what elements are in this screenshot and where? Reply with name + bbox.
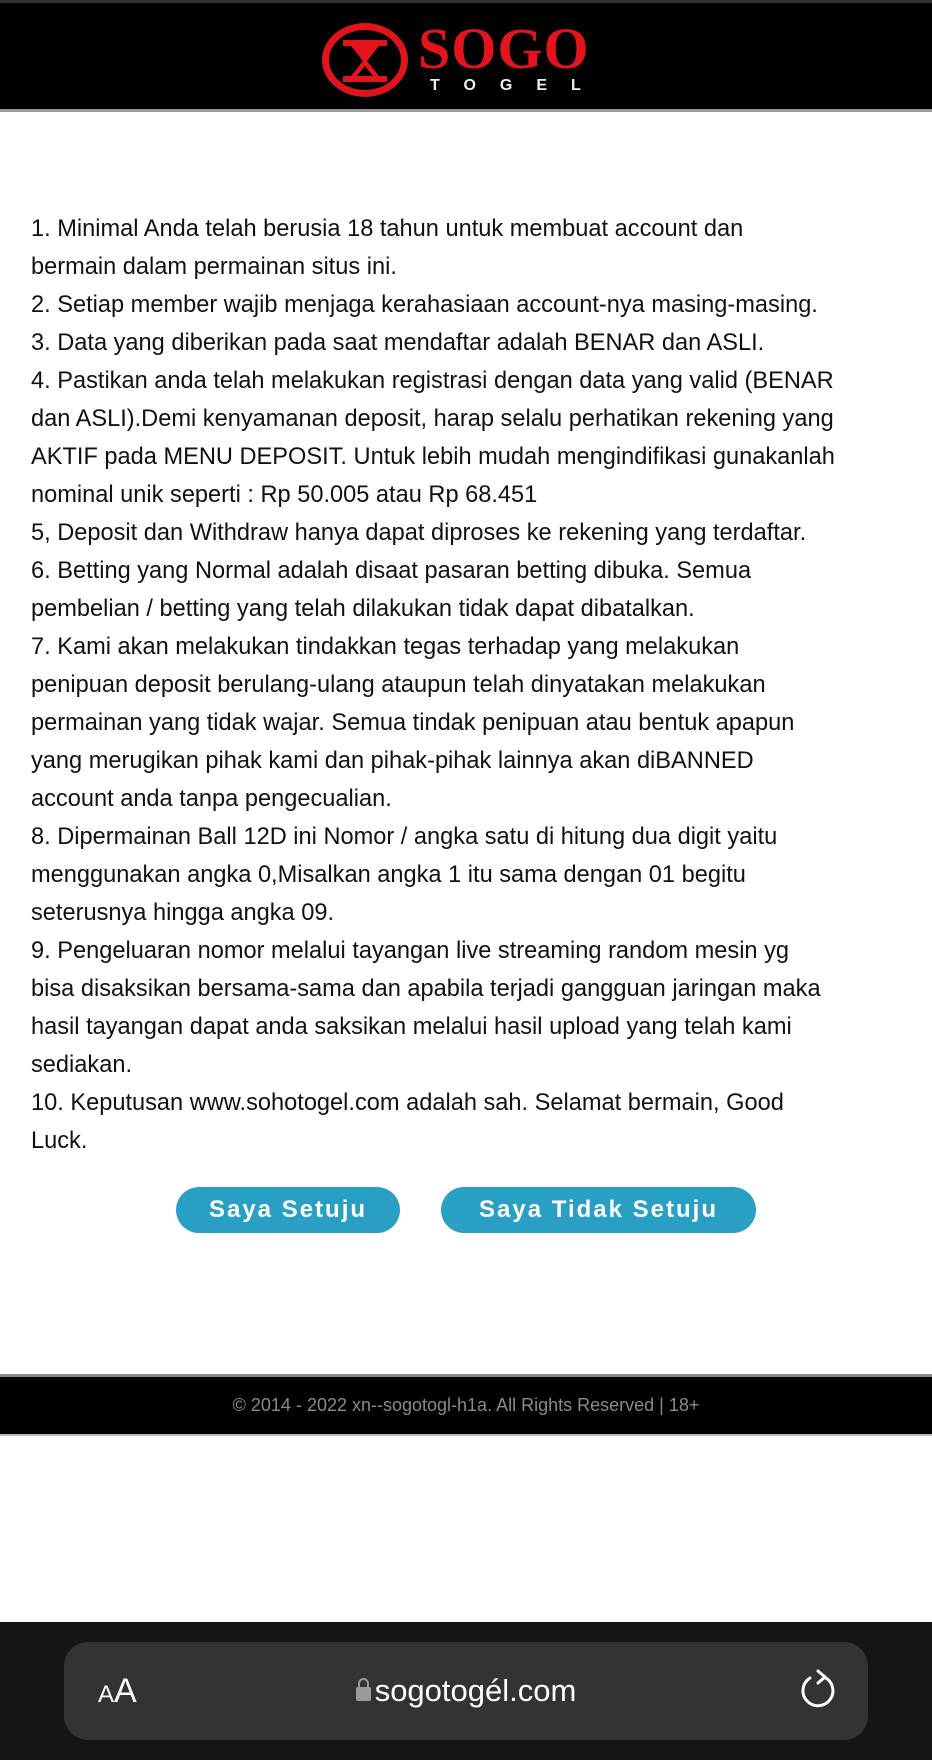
terms-line: 5, Deposit dan Withdraw hanya dapat diproses ke rekening yang terdaftar. xyxy=(31,520,807,546)
terms-line: 6. Betting yang Normal adalah disaat pasaran betting dibuka. Semua xyxy=(31,558,752,584)
logo-text: SOGO xyxy=(418,16,590,81)
terms-item xyxy=(31,628,911,818)
site-footer xyxy=(0,1374,932,1436)
terms-line: sediakan. xyxy=(31,1052,132,1078)
terms-line: 4. Pastikan anda telah melakukan registrasi dengan data yang valid (BENAR xyxy=(31,368,834,394)
browser-toolbar xyxy=(0,1622,932,1760)
terms-item xyxy=(31,210,911,286)
aa-large: A xyxy=(114,1672,137,1710)
terms-line: dan ASLI).Demi kenyamanan deposit, harap selalu perhatikan rekening yang xyxy=(31,406,834,432)
terms-item xyxy=(31,1084,911,1160)
terms-item xyxy=(31,362,911,514)
terms-item xyxy=(31,818,911,932)
terms-line: pembelian / betting yang telah dilakukan tidak dapat dibatalkan. xyxy=(31,596,695,622)
terms-item xyxy=(31,324,911,362)
terms-line: hasil tayangan dapat anda saksikan melalui hasil upload yang telah kami xyxy=(31,1014,792,1040)
logo-subtext: TOGEL xyxy=(430,77,605,94)
url-text: sogotogél.com xyxy=(374,1673,577,1708)
terms-list xyxy=(31,210,911,1160)
terms-line: Luck. xyxy=(31,1128,88,1154)
terms-line: account anda tanpa pengecualian. xyxy=(31,786,392,812)
terms-item xyxy=(31,514,911,552)
disagree-button[interactable]: Saya Tidak Setuju xyxy=(441,1187,756,1233)
terms-line: menggunakan angka 0,Misalkan angka 1 itu sama dengan 01 begitu xyxy=(31,862,746,888)
reload-icon[interactable] xyxy=(796,1668,840,1712)
site-header xyxy=(0,0,932,112)
terms-line: bermain dalam permainan situs ini. xyxy=(31,254,397,280)
terms-item xyxy=(31,286,911,324)
terms-line: penipuan deposit berulang-ulang ataupun telah dinyatakan melakukan xyxy=(31,672,766,698)
terms-line: 1. Minimal Anda telah berusia 18 tahun untuk membuat account dan xyxy=(31,216,744,242)
agree-button[interactable]: Saya Setuju xyxy=(176,1187,400,1233)
terms-item xyxy=(31,932,911,1084)
terms-line: bisa disaksikan bersama-sama dan apabila terjadi gangguan jaringan maka xyxy=(31,976,821,1002)
terms-line: 10. Keputusan www.sohotogel.com adalah sah. Selamat bermain, Good xyxy=(31,1090,784,1116)
copyright-text: © 2014 - 2022 xn--sogotogl-h1a. All Rights Reserved | 18+ xyxy=(232,1395,700,1415)
terms-line: 2. Setiap member wajib menjaga kerahasiaan account-nya masing-masing. xyxy=(31,292,818,318)
terms-line: 8. Dipermainan Ball 12D ini Nomor / angka satu di hitung dua digit yaitu xyxy=(31,824,778,850)
terms-line: yang merugikan pihak kami dan pihak-pihak lainnya akan diBANNED xyxy=(31,748,754,774)
lock-icon xyxy=(356,1687,371,1701)
hourglass-logo-icon xyxy=(322,23,408,97)
terms-line: permainan yang tidak wajar. Semua tindak penipuan atau bentuk apapun xyxy=(31,710,795,736)
terms-line: 9. Pengeluaran nomor melalui tayangan live streaming random mesin yg xyxy=(31,938,790,964)
url-display[interactable] xyxy=(64,1672,868,1710)
terms-line: 7. Kami akan melakukan tindakkan tegas terhadap yang melakukan xyxy=(31,634,740,660)
aa-small: A xyxy=(98,1681,115,1708)
address-bar[interactable] xyxy=(64,1642,868,1740)
sogo-togel-logo[interactable] xyxy=(322,17,612,97)
terms-line: 3. Data yang diberikan pada saat mendaftar adalah BENAR dan ASLI. xyxy=(31,330,765,356)
terms-item xyxy=(31,552,911,628)
terms-line: AKTIF pada MENU DEPOSIT. Untuk lebih mudah mengindifikasi gunakanlah xyxy=(31,444,835,470)
terms-line: nominal unik seperti : Rp 50.005 atau Rp 68.451 xyxy=(31,482,538,508)
terms-line: seterusnya hingga angka 09. xyxy=(31,900,335,926)
